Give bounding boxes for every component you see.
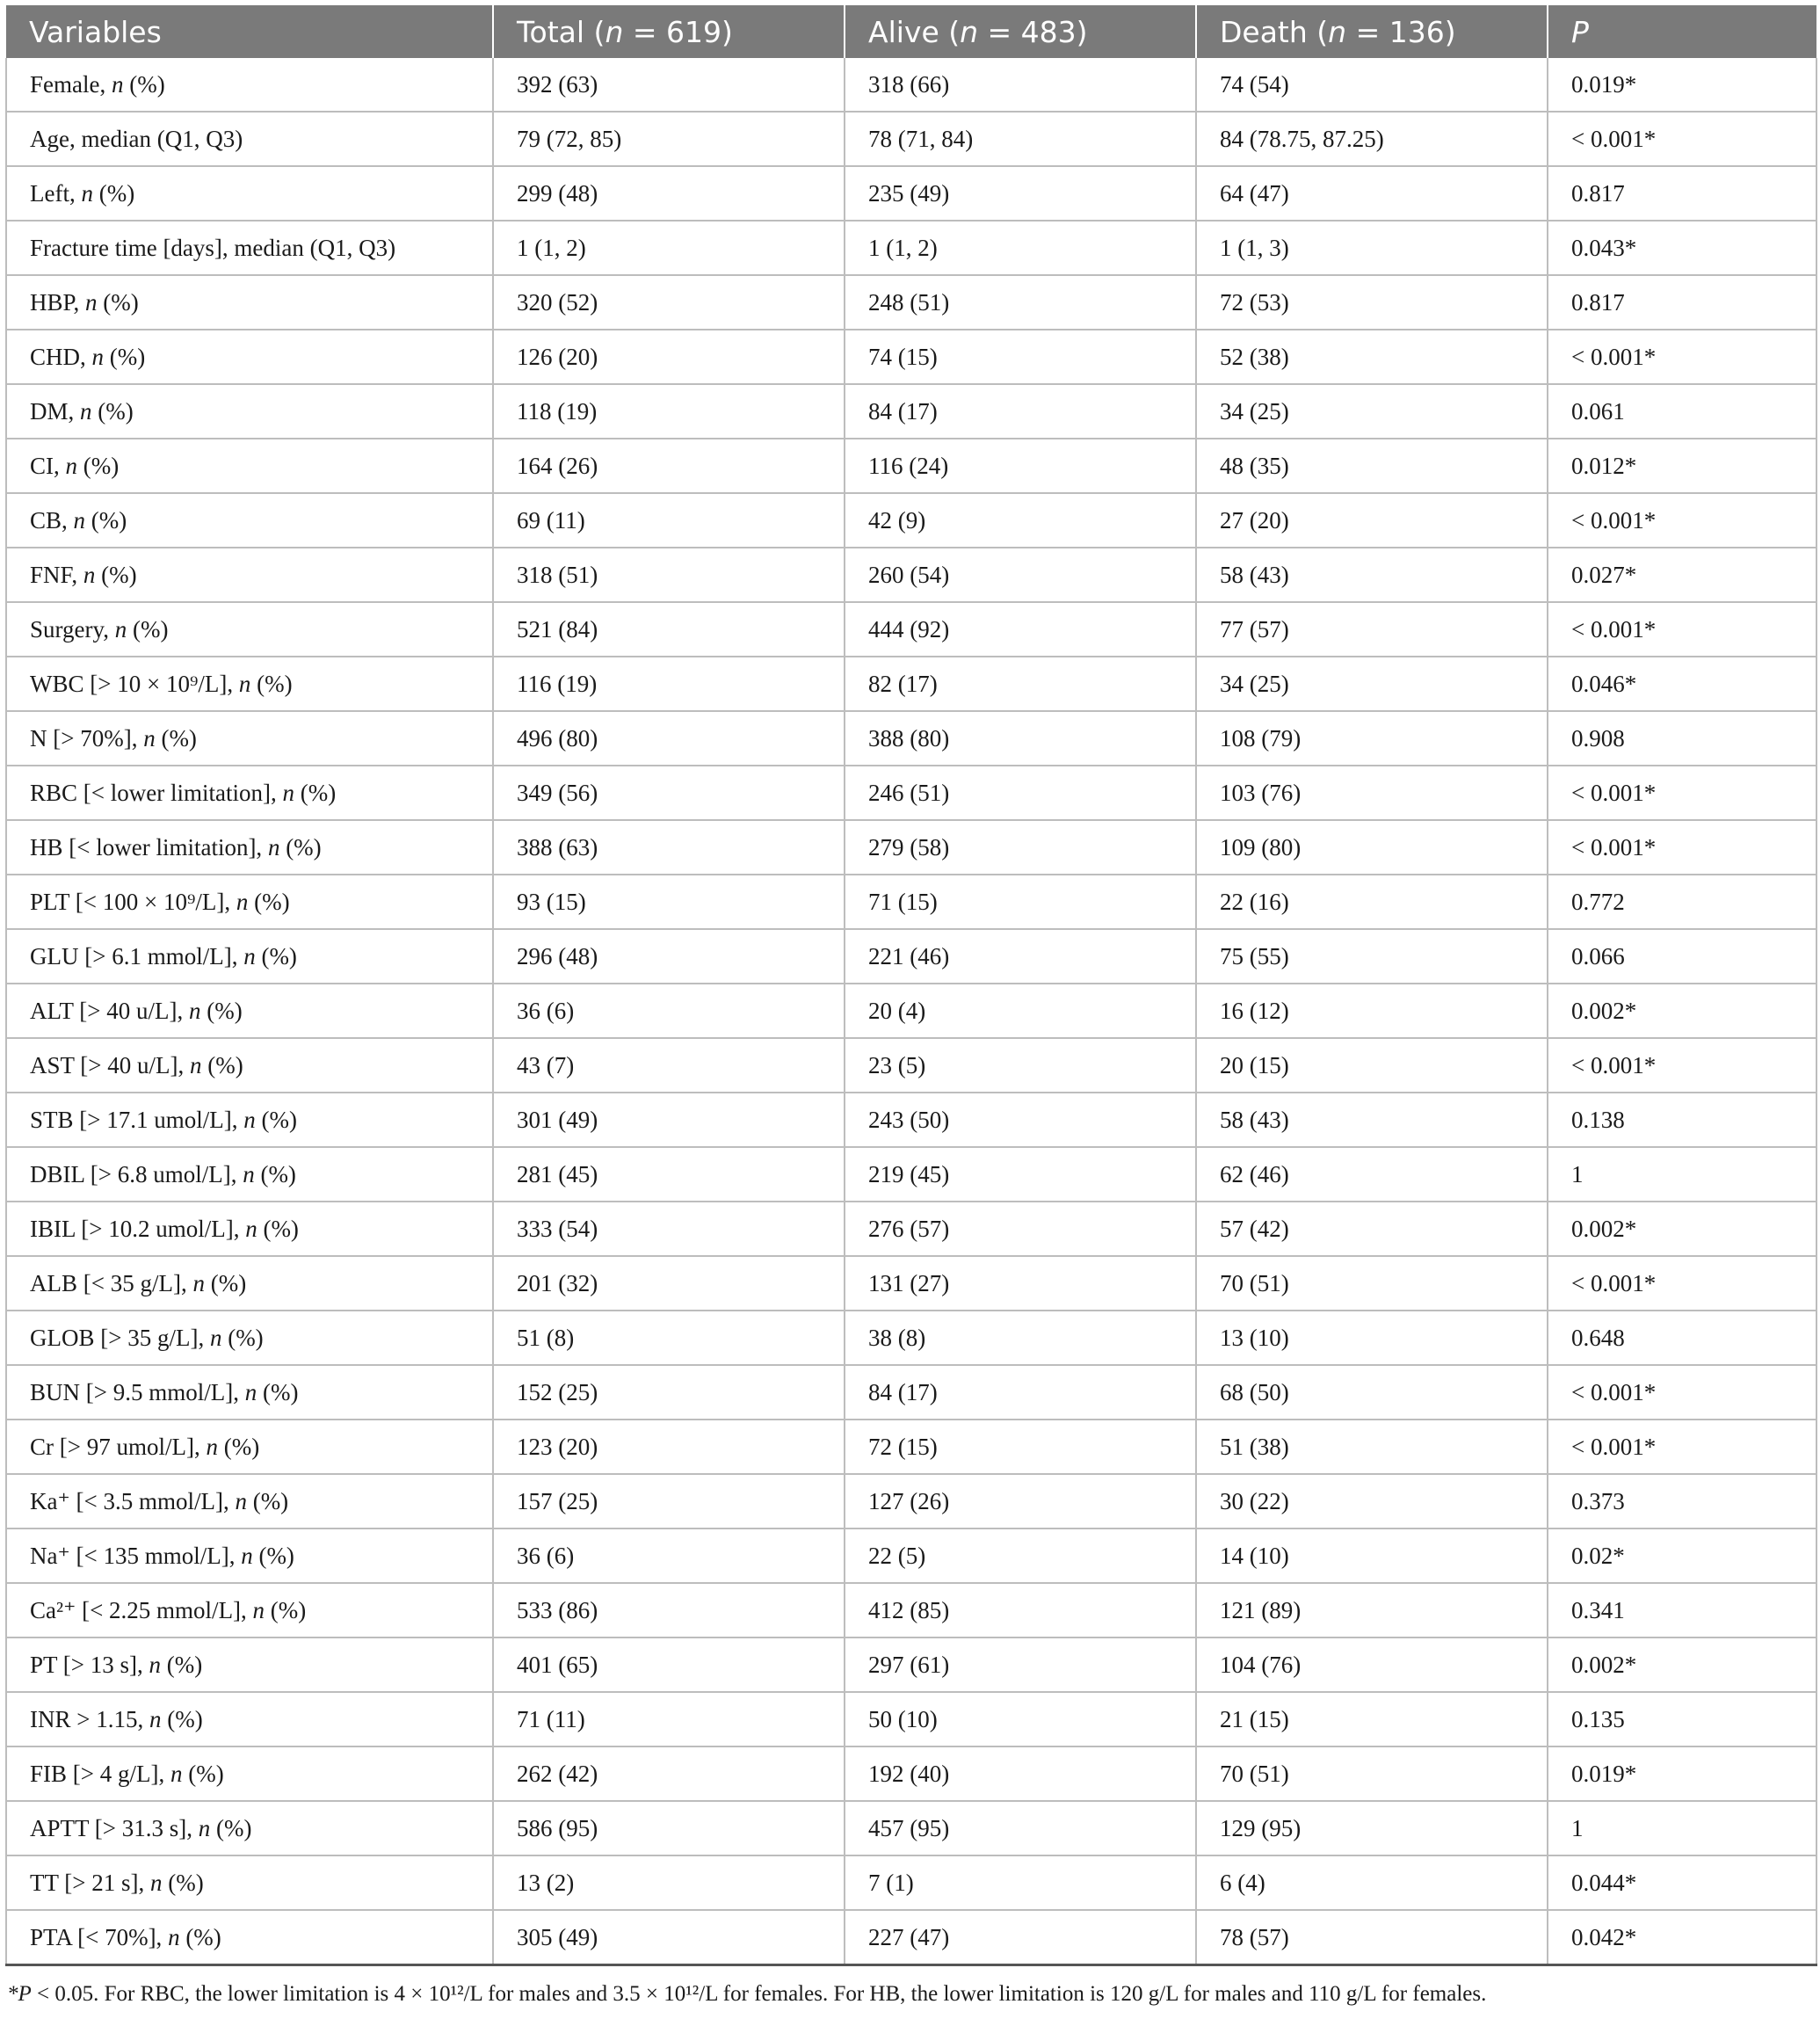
variable-cell: ALB [< 35 g/L], n (%) (6, 1256, 493, 1311)
table-row (6, 1910, 1816, 1965)
variable-cell: Fracture time [days], median (Q1, Q3) (6, 221, 493, 275)
death-cell: 22 (16) (1196, 875, 1548, 929)
total-cell: 152 (25) (493, 1365, 845, 1420)
variable-cell: HB [< lower limitation], n (%) (6, 820, 493, 875)
variable-cell: PTA [< 70%], n (%) (6, 1910, 493, 1965)
table-row (6, 929, 1816, 984)
total-cell: 586 (95) (493, 1801, 845, 1855)
p-value-cell: 0.019* (1548, 58, 1816, 112)
alive-cell: 318 (66) (845, 58, 1196, 112)
table-row (6, 384, 1816, 439)
data-table (5, 5, 1817, 1966)
variable-cell: STB [> 17.1 umol/L], n (%) (6, 1093, 493, 1147)
table-row (6, 221, 1816, 275)
header-total: Total (n = 619) (493, 5, 845, 58)
death-cell: 34 (25) (1196, 384, 1548, 439)
total-cell: 118 (19) (493, 384, 845, 439)
variable-cell: WBC [> 10 × 10⁹/L], n (%) (6, 657, 493, 711)
table-row (6, 820, 1816, 875)
variable-cell: BUN [> 9.5 mmol/L], n (%) (6, 1365, 493, 1420)
alive-cell: 20 (4) (845, 984, 1196, 1038)
table-row (6, 1420, 1816, 1474)
p-value-cell: 0.027* (1548, 548, 1816, 602)
variable-cell: FIB [> 4 g/L], n (%) (6, 1746, 493, 1801)
variable-cell: HBP, n (%) (6, 275, 493, 330)
variable-cell: N [> 70%], n (%) (6, 711, 493, 766)
death-cell: 74 (54) (1196, 58, 1548, 112)
variable-cell: RBC [< lower limitation], n (%) (6, 766, 493, 820)
p-value-cell: < 0.001* (1548, 766, 1816, 820)
alive-cell: 219 (45) (845, 1147, 1196, 1202)
variable-cell: Ca²⁺ [< 2.25 mmol/L], n (%) (6, 1583, 493, 1638)
table-row (6, 1801, 1816, 1855)
p-value-cell: 0.02* (1548, 1529, 1816, 1583)
p-value-cell: 0.002* (1548, 1202, 1816, 1256)
p-value-cell: < 0.001* (1548, 1038, 1816, 1093)
p-value-cell: 0.019* (1548, 1746, 1816, 1801)
table-row (6, 439, 1816, 493)
p-value-cell: 0.066 (1548, 929, 1816, 984)
death-cell: 52 (38) (1196, 330, 1548, 384)
total-cell: 333 (54) (493, 1202, 845, 1256)
table-row (6, 548, 1816, 602)
p-value-cell: < 0.001* (1548, 602, 1816, 657)
total-cell: 93 (15) (493, 875, 845, 929)
alive-cell: 7 (1) (845, 1855, 1196, 1910)
alive-cell: 243 (50) (845, 1093, 1196, 1147)
alive-cell: 279 (58) (845, 820, 1196, 875)
total-cell: 262 (42) (493, 1746, 845, 1801)
death-cell: 104 (76) (1196, 1638, 1548, 1692)
alive-cell: 42 (9) (845, 493, 1196, 548)
table-row (6, 58, 1816, 112)
alive-cell: 131 (27) (845, 1256, 1196, 1311)
alive-cell: 248 (51) (845, 275, 1196, 330)
table-footnote: *P < 0.05. For RBC, the lower limitation is 4 × 10¹²/L for males and 3.5 × 10¹²/L for females. For HB, the lower limitation is 120 g/L for males and 110 g/L for females. (7, 1982, 1487, 2006)
table-container (5, 5, 1816, 2007)
death-cell: 57 (42) (1196, 1202, 1548, 1256)
p-value-cell: 0.043* (1548, 221, 1816, 275)
p-value-cell: 1 (1548, 1801, 1816, 1855)
variable-cell: FNF, n (%) (6, 548, 493, 602)
total-cell: 496 (80) (493, 711, 845, 766)
alive-cell: 74 (15) (845, 330, 1196, 384)
alive-cell: 84 (17) (845, 1365, 1196, 1420)
total-cell: 123 (20) (493, 1420, 845, 1474)
table-row (6, 766, 1816, 820)
table-row (6, 1365, 1816, 1420)
variable-cell: Na⁺ [< 135 mmol/L], n (%) (6, 1529, 493, 1583)
variable-cell: ALT [> 40 u/L], n (%) (6, 984, 493, 1038)
table-row (6, 1038, 1816, 1093)
total-cell: 157 (25) (493, 1474, 845, 1529)
alive-cell: 38 (8) (845, 1311, 1196, 1365)
death-cell: 21 (15) (1196, 1692, 1548, 1746)
alive-cell: 22 (5) (845, 1529, 1196, 1583)
table-row (6, 275, 1816, 330)
alive-cell: 221 (46) (845, 929, 1196, 984)
variable-cell: DM, n (%) (6, 384, 493, 439)
death-cell: 14 (10) (1196, 1529, 1548, 1583)
total-cell: 533 (86) (493, 1583, 845, 1638)
total-cell: 401 (65) (493, 1638, 845, 1692)
p-value-cell: 0.341 (1548, 1583, 1816, 1638)
p-value-cell: 0.648 (1548, 1311, 1816, 1365)
header-row (6, 5, 1816, 58)
death-cell: 6 (4) (1196, 1855, 1548, 1910)
variable-cell: CHD, n (%) (6, 330, 493, 384)
alive-cell: 246 (51) (845, 766, 1196, 820)
variable-cell: Cr [> 97 umol/L], n (%) (6, 1420, 493, 1474)
alive-cell: 227 (47) (845, 1910, 1196, 1965)
table-header (6, 5, 1816, 58)
table-row (6, 1638, 1816, 1692)
p-value-cell: 0.772 (1548, 875, 1816, 929)
death-cell: 121 (89) (1196, 1583, 1548, 1638)
variable-cell: TT [> 21 s], n (%) (6, 1855, 493, 1910)
death-cell: 77 (57) (1196, 602, 1548, 657)
death-cell: 62 (46) (1196, 1147, 1548, 1202)
p-value-cell: 0.002* (1548, 984, 1816, 1038)
alive-cell: 127 (26) (845, 1474, 1196, 1529)
p-value-cell: < 0.001* (1548, 1420, 1816, 1474)
total-cell: 164 (26) (493, 439, 845, 493)
death-cell: 78 (57) (1196, 1910, 1548, 1965)
total-cell: 320 (52) (493, 275, 845, 330)
table-row (6, 984, 1816, 1038)
alive-cell: 78 (71, 84) (845, 112, 1196, 166)
table-row (6, 1692, 1816, 1746)
table-row (6, 1202, 1816, 1256)
total-cell: 13 (2) (493, 1855, 845, 1910)
table-row (6, 1311, 1816, 1365)
alive-cell: 192 (40) (845, 1746, 1196, 1801)
table-row (6, 711, 1816, 766)
death-cell: 64 (47) (1196, 166, 1548, 221)
total-cell: 299 (48) (493, 166, 845, 221)
variable-cell: IBIL [> 10.2 umol/L], n (%) (6, 1202, 493, 1256)
header-variables: Variables (6, 5, 493, 58)
total-cell: 71 (11) (493, 1692, 845, 1746)
table-row (6, 1147, 1816, 1202)
death-cell: 109 (80) (1196, 820, 1548, 875)
table-row (6, 1855, 1816, 1910)
total-cell: 349 (56) (493, 766, 845, 820)
total-cell: 296 (48) (493, 929, 845, 984)
p-value-cell: < 0.001* (1548, 112, 1816, 166)
p-value-cell: 0.817 (1548, 275, 1816, 330)
p-value-cell: < 0.001* (1548, 820, 1816, 875)
death-cell: 34 (25) (1196, 657, 1548, 711)
p-value-cell: 0.012* (1548, 439, 1816, 493)
variable-cell: Left, n (%) (6, 166, 493, 221)
table-row (6, 330, 1816, 384)
death-cell: 129 (95) (1196, 1801, 1548, 1855)
death-cell: 51 (38) (1196, 1420, 1548, 1474)
variable-cell: PT [> 13 s], n (%) (6, 1638, 493, 1692)
table-row (6, 1256, 1816, 1311)
death-cell: 70 (51) (1196, 1746, 1548, 1801)
alive-cell: 457 (95) (845, 1801, 1196, 1855)
variable-cell: Female, n (%) (6, 58, 493, 112)
death-cell: 68 (50) (1196, 1365, 1548, 1420)
total-cell: 301 (49) (493, 1093, 845, 1147)
death-cell: 70 (51) (1196, 1256, 1548, 1311)
table-row (6, 875, 1816, 929)
variable-cell: CB, n (%) (6, 493, 493, 548)
alive-cell: 23 (5) (845, 1038, 1196, 1093)
variable-cell: INR > 1.15, n (%) (6, 1692, 493, 1746)
alive-cell: 388 (80) (845, 711, 1196, 766)
variable-cell: Ka⁺ [< 3.5 mmol/L], n (%) (6, 1474, 493, 1529)
p-value-cell: 0.138 (1548, 1093, 1816, 1147)
total-cell: 79 (72, 85) (493, 112, 845, 166)
death-cell: 72 (53) (1196, 275, 1548, 330)
alive-cell: 71 (15) (845, 875, 1196, 929)
alive-cell: 444 (92) (845, 602, 1196, 657)
variable-cell: GLU [> 6.1 mmol/L], n (%) (6, 929, 493, 984)
variable-cell: APTT [> 31.3 s], n (%) (6, 1801, 493, 1855)
table-row (6, 493, 1816, 548)
variable-cell: CI, n (%) (6, 439, 493, 493)
variable-cell: PLT [< 100 × 10⁹/L], n (%) (6, 875, 493, 929)
total-cell: 36 (6) (493, 1529, 845, 1583)
death-cell: 16 (12) (1196, 984, 1548, 1038)
total-cell: 51 (8) (493, 1311, 845, 1365)
death-cell: 58 (43) (1196, 1093, 1548, 1147)
variable-cell: DBIL [> 6.8 umol/L], n (%) (6, 1147, 493, 1202)
total-cell: 201 (32) (493, 1256, 845, 1311)
p-value-cell: < 0.001* (1548, 493, 1816, 548)
death-cell: 20 (15) (1196, 1038, 1548, 1093)
death-cell: 30 (22) (1196, 1474, 1548, 1529)
table-row (6, 166, 1816, 221)
death-cell: 58 (43) (1196, 548, 1548, 602)
header-death: Death (n = 136) (1196, 5, 1548, 58)
total-cell: 43 (7) (493, 1038, 845, 1093)
alive-cell: 276 (57) (845, 1202, 1196, 1256)
table-body (6, 58, 1816, 1965)
p-value-cell: 1 (1548, 1147, 1816, 1202)
alive-cell: 116 (24) (845, 439, 1196, 493)
table-row (6, 1746, 1816, 1801)
death-cell: 13 (10) (1196, 1311, 1548, 1365)
total-cell: 388 (63) (493, 820, 845, 875)
p-value-cell: 0.042* (1548, 1910, 1816, 1965)
p-value-cell: 0.061 (1548, 384, 1816, 439)
table-row (6, 657, 1816, 711)
total-cell: 281 (45) (493, 1147, 845, 1202)
p-value-cell: < 0.001* (1548, 330, 1816, 384)
death-cell: 1 (1, 3) (1196, 221, 1548, 275)
p-value-cell: 0.044* (1548, 1855, 1816, 1910)
alive-cell: 260 (54) (845, 548, 1196, 602)
p-value-cell: 0.817 (1548, 166, 1816, 221)
death-cell: 108 (79) (1196, 711, 1548, 766)
p-value-cell: 0.908 (1548, 711, 1816, 766)
alive-cell: 82 (17) (845, 657, 1196, 711)
variable-cell: Surgery, n (%) (6, 602, 493, 657)
variable-cell: Age, median (Q1, Q3) (6, 112, 493, 166)
table-row (6, 1093, 1816, 1147)
header-p-value: P (1548, 5, 1816, 58)
table-row (6, 112, 1816, 166)
table-row (6, 1583, 1816, 1638)
alive-cell: 297 (61) (845, 1638, 1196, 1692)
p-value-cell: 0.002* (1548, 1638, 1816, 1692)
death-cell: 103 (76) (1196, 766, 1548, 820)
alive-cell: 50 (10) (845, 1692, 1196, 1746)
total-cell: 1 (1, 2) (493, 221, 845, 275)
death-cell: 27 (20) (1196, 493, 1548, 548)
p-value-cell: 0.135 (1548, 1692, 1816, 1746)
p-value-cell: 0.373 (1548, 1474, 1816, 1529)
total-cell: 318 (51) (493, 548, 845, 602)
death-cell: 48 (35) (1196, 439, 1548, 493)
total-cell: 69 (11) (493, 493, 845, 548)
alive-cell: 412 (85) (845, 1583, 1196, 1638)
total-cell: 116 (19) (493, 657, 845, 711)
total-cell: 36 (6) (493, 984, 845, 1038)
variable-cell: GLOB [> 35 g/L], n (%) (6, 1311, 493, 1365)
alive-cell: 72 (15) (845, 1420, 1196, 1474)
total-cell: 521 (84) (493, 602, 845, 657)
variable-cell: AST [> 40 u/L], n (%) (6, 1038, 493, 1093)
alive-cell: 1 (1, 2) (845, 221, 1196, 275)
death-cell: 75 (55) (1196, 929, 1548, 984)
p-value-cell: < 0.001* (1548, 1256, 1816, 1311)
table-row (6, 1529, 1816, 1583)
p-value-cell: 0.046* (1548, 657, 1816, 711)
total-cell: 305 (49) (493, 1910, 845, 1965)
total-cell: 126 (20) (493, 330, 845, 384)
table-row (6, 602, 1816, 657)
header-alive: Alive (n = 483) (845, 5, 1196, 58)
alive-cell: 84 (17) (845, 384, 1196, 439)
table-row (6, 1474, 1816, 1529)
p-value-cell: < 0.001* (1548, 1365, 1816, 1420)
death-cell: 84 (78.75, 87.25) (1196, 112, 1548, 166)
alive-cell: 235 (49) (845, 166, 1196, 221)
total-cell: 392 (63) (493, 58, 845, 112)
